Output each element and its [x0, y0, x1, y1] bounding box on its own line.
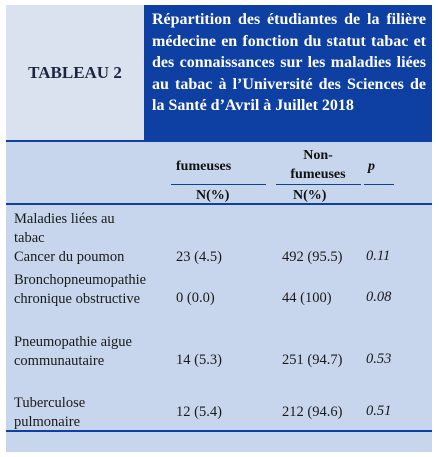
row-label: Pneumopathie aigue communautaire: [14, 334, 132, 369]
table-title: Répartition des étudiantes de la filière médecine en fonction du statut tabac et des connaissances sur les maladies liées au tabac à l’Université des Sciences de la Santé d’Avril à Juillet 2018: [144, 5, 432, 140]
col-subheader-smokers: N(%): [196, 188, 230, 203]
col-header-smokers: fumeuses: [176, 159, 232, 174]
section-label: Maladies liées au tabac: [14, 211, 115, 246]
table-bottom-rule: [6, 430, 432, 432]
col-header-line-p: [364, 184, 394, 185]
row-non-smokers-value: 251 (94.7): [282, 352, 343, 368]
subheader-divider: [6, 203, 432, 205]
row-smokers-value: 23 (4.5): [176, 249, 222, 265]
header-divider: [6, 140, 432, 142]
col-header-non-smokers: Non-fumeuses: [290, 148, 346, 182]
row-p-value: 0.08: [366, 289, 392, 305]
table-tag: TABLEAU 2: [6, 5, 144, 140]
row-smokers-value: 12 (5.4): [176, 404, 222, 420]
table-header: [6, 5, 432, 140]
row-non-smokers-value: 492 (95.5): [282, 249, 343, 265]
col-subheader-non-smokers: N(%): [293, 188, 327, 203]
row-label: Tuberculose pulmonaire: [14, 395, 86, 430]
row-label: Cancer du poumon: [14, 249, 125, 265]
row-non-smokers-value: 44 (100): [282, 290, 332, 306]
row-p-value: 0.11: [366, 248, 391, 264]
col-header-line-smokers: [171, 184, 266, 185]
table-card: [5, 4, 433, 453]
row-non-smokers-value: 212 (94.6): [282, 404, 343, 420]
col-header-p: p: [368, 159, 375, 174]
row-smokers-value: 14 (5.3): [176, 352, 222, 368]
row-p-value: 0.51: [366, 403, 392, 419]
row-p-value: 0.53: [366, 351, 392, 367]
col-header-line-non-smokers: [276, 184, 361, 185]
row-smokers-value: 0 (0.0): [176, 290, 215, 306]
row-label: Bronchopneumopathie chronique obstructive: [14, 272, 147, 307]
